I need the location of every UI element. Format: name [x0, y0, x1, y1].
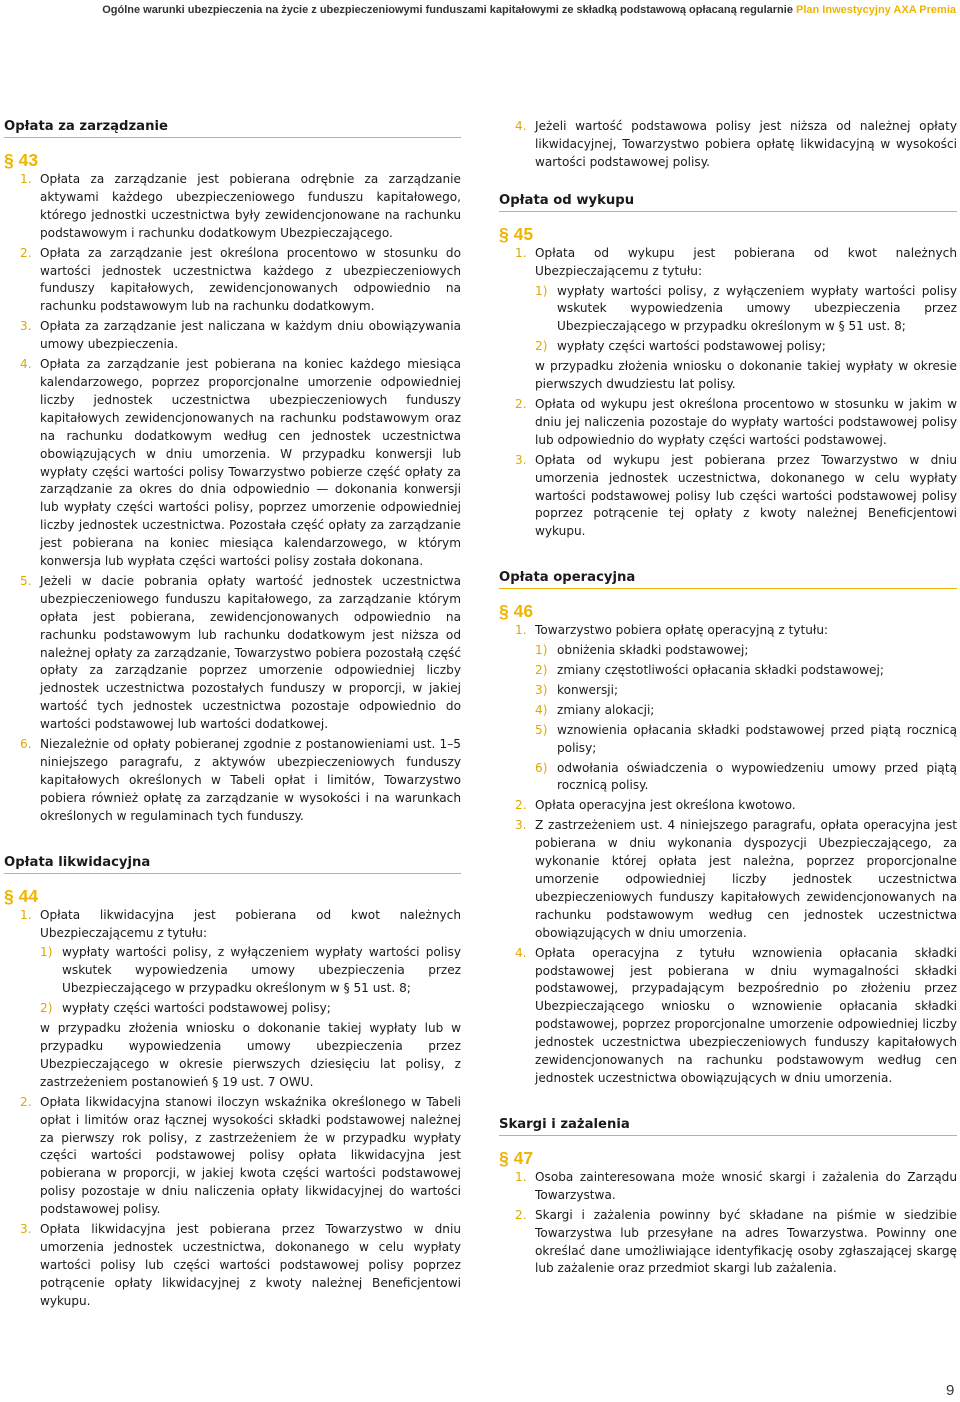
list-item: 2. Opłata likwidacyjna stanowi iloczyn wskaźnika określonego w Tabeli opłat i limitów oraz łącznej wysokości składki podstawowej należnej za pierwszy rok polisy, z zastrzeżeniem że w przypadku wypłaty części wartości podstawowej polisy opłata likwidacyjna jest pobierana w proporcji, w jakiej kwota części wartości podstawowej polisy pozostaje w dniu naliczenia opłaty likwidacyjnej do wartości podstawowej polisy. — [20, 1094, 461, 1217]
left-column — [4, 118, 461, 1311]
list-item: 4. Opłata operacyjna z tytułu wznowienia opłacania składki podstawowej jest pobierana w dniu wymagalności składki podstawowej, przypadającym bezpośrednio po złożeniu przez Ubezpieczającego wniosku o wznowienie opłacania składki podstawowej, poprzez proporcjonalne umorzenie odpowiedniej liczby jednostek uczestnictwa ubezpieczeniowych funduszy kapitałowych zewidencjonowanych na rachunku podstawowym według cen jednostek uczestnictwa obowiązujących w dniu umorzenia. — [515, 945, 957, 1085]
list-item: 3. Opłata od wykupu jest pobierana przez Towarzystwo w dniu umorzenia jednostek uczestnictwa, dokonanego w celu wypłaty wartości podstawowej polisy lub części wartości podstawowej polisy poprzez potrącenie tej opłaty z kwoty należnej Beneficjentowi wykupu. — [515, 452, 957, 539]
item-number: 5. — [20, 573, 32, 588]
item-text: Jeżeli w dacie pobrania opłaty wartość jednostek uczestnictwa ubezpieczeniowego funduszu kapitałowego, za zarządzanie którym opłata jest pobierana, zewidencjonowanych odpowiednio na rachunku podstawowym lub rachunku dodatkowym jest niższa od należnej opłaty za zarządzanie, Towarzystwo pobiera pozostałą część opłaty za zarządzanie poprzez umorzenie odpowiedniej liczby jednostek uczestnictwa pozostałych funduszy w proporcji, w jakiej wartość tych jednostek uczestnictwa pozostaje odpowiednio do wartości podstawowej lub wartości dodatkowej. — [40, 573, 461, 732]
item-text: Jeżeli wartość podstawowa polisy jest niższa od należnej opłaty likwidacyjnej, Towarzystwo pobiera opłatę likwidacyjną w wysokości wartości podstawowej polisy. — [535, 119, 957, 169]
section-47 — [499, 1116, 957, 1278]
item-text: Osoba zainteresowana może wnosić skargi i zażalenia do Zarządu Towarzystwa. — [535, 1169, 957, 1202]
list-item: 1. Osoba zainteresowana może wnosić skargi i zażalenia do Zarządu Towarzystwa. — [515, 1169, 957, 1202]
list-item — [4, 245, 461, 317]
sub-item-text: wypłaty części wartości podstawowej polisy; — [62, 1001, 331, 1016]
sub-item: 1) wypłaty wartości polisy, z wyłączeniem wypłaty wartości polisy wskutek wypowiedzenia umowy ubezpieczenia przez Ubezpieczającego w przypadku określonym w § 51 ust. 8; — [40, 945, 461, 996]
item-text: Opłata od wykupu jest pobierana od kwot należnych Ubezpieczającemu z tytułu: — [535, 245, 957, 278]
list-item: 2. Opłata od wykupu jest określona procentowo w stosunku w jakim w dniu jej naliczenia pozostaje do wypłaty wartości podstawowej polisy lub odpowiednio do wypłaty części wartości podstawowej. — [515, 396, 957, 447]
paragraph-number: § 45 — [499, 223, 534, 244]
paragraph-number: § 47 — [499, 1147, 534, 1168]
section-title: Opłata za zarządzanie — [4, 118, 461, 138]
paragraph-number: § 44 — [4, 885, 39, 906]
sub-item: 2) wypłaty części wartości podstawowej polisy; — [535, 339, 826, 354]
section-43 — [4, 118, 461, 826]
section-title: Skargi i zażalenia — [499, 1116, 957, 1136]
list-item — [4, 356, 461, 571]
item-text: Opłata operacyjna z tytułu wznowienia opłacania składki podstawowej jest pobierana w dniu wymagalności składki podstawowej, przypadającym bezpośrednio po złożeniu przez Ubezpieczającego wniosku o wznowienie opłacania składki podstawowej, poprzez proporcjonalne umorzenie odpowiedniej liczby jednostek uczestnictwa ubezpieczeniowych funduszy kapitałowych zewidencjonowanych na rachunku podstawowym według cen jednostek uczestnictwa obowiązujących w dniu umorzenia. — [535, 945, 957, 1085]
list-item — [499, 118, 957, 172]
sub-item-text: wypłaty wartości polisy, z wyłączeniem wypłaty wartości polisy wskutek wypowiedzenia umowy ubezpieczenia przez Ubezpieczającego w przypadku określonym w § 51 ust. 8; — [557, 283, 957, 334]
item-continuation: w przypadku złożenia wniosku o dokonanie takiej wypłaty lub w przypadku wypowiedzenia umowy ubezpieczenia przez Ubezpieczającego w okresie pierwszych dziesięciu lat polisy, z zastrzeżeniem postanowień § 19 ust. 7 OWU. — [40, 1021, 461, 1089]
item-text: Opłata za zarządzanie jest pobierana odrębnie za zarządzanie aktywami każdego ubezpieczeniowego funduszu kapitałowego, którego jednostki uczestnictwa były zewidencjonowane na rachunku podstawowym i rachunku dodatkowym Ubezpieczającego. — [40, 172, 461, 240]
header-title: Ogólne warunki ubezpieczenia na życie z ubezpieczeniowymi funduszami kapitałowymi ze składką podstawową opłacaną regularnie — [102, 4, 793, 16]
section-title: Opłata operacyjna — [499, 569, 957, 589]
sub-item-text: zmiany częstotliwości opłacania składki podstawowej; — [557, 663, 884, 678]
list-item — [4, 736, 461, 826]
header-product: Plan Inwestycyjny AXA Premia — [796, 4, 956, 16]
sub-item: 4) zmiany alokacji; — [535, 702, 655, 717]
sub-item-text: wznowienia opłacania składki podstawowej przed piątą rocznicą polisy; — [557, 722, 957, 755]
list-item — [4, 318, 461, 354]
paragraph-number: § 46 — [499, 601, 534, 622]
list-item: 3. Z zastrzeżeniem ust. 4 niniejszego paragrafu, opłata operacyjna jest pobierana w dniu wykonania dyspozycji Ubezpieczającego, za wykonanie której opłata jest należna, poprzez proporcjonalne umorzenie odpowiedniej liczby jednostek uczestnictwa ubezpieczeniowych funduszy kapitałowych zewidencjonowanych na rachunku podstawowym według cen jednostek uczestnictwa obowiązujących w dniu umorzenia. — [515, 818, 957, 940]
item-text: Towarzystwo pobiera opłatę operacyjną z tytułu: — [535, 623, 829, 638]
item-text: Z zastrzeżeniem ust. 4 niniejszego paragrafu, opłata operacyjna jest pobierana w dniu wykonania dyspozycji Ubezpieczającego, za wykonanie której opłata jest należna, poprzez proporcjonalne umorzenie odpowiedniej liczby jednostek uczestnictwa ubezpieczeniowych funduszy kapitałowych zewidencjonowanych na rachunku podstawowym według cen jednostek uczestnictwa obowiązujących w dniu umorzenia. — [535, 818, 957, 940]
sub-item-text: odwołania oświadczenia o wypowiedzeniu umowy przed piątą rocznicą polisy. — [557, 760, 957, 793]
section-46 — [499, 569, 957, 1088]
list-item: 1. Towarzystwo pobiera opłatę operacyjną z tytułu: — [515, 623, 829, 638]
sub-item-text: zmiany alokacji; — [557, 702, 655, 717]
sub-item: 2) zmiany częstotliwości opłacania składki podstawowej; — [535, 663, 884, 678]
list-item: 1. Opłata od wykupu jest pobierana od kwot należnych Ubezpieczającemu z tytułu: — [515, 245, 957, 278]
section-title: Opłata likwidacyjna — [4, 854, 461, 874]
item-number: 4. — [20, 357, 32, 372]
right-column — [499, 118, 957, 1278]
item-number: 1. — [20, 172, 32, 186]
sub-item: 3) konwersji; — [535, 682, 619, 697]
sub-item: 2) wypłaty części wartości podstawowej polisy; — [40, 1001, 331, 1016]
item-text: Opłata za zarządzanie jest określona procentowo w stosunku do wartości jednostek uczestnictwa każdego z ubezpieczeniowych funduszy kapitałowych, zewidencjonowanych odpowiednio na rachunku podstawowym lub na rachunku dodatkowym. — [40, 245, 461, 314]
page-header — [0, 4, 956, 16]
item-number: 3. — [20, 319, 32, 334]
item-text: Opłata likwidacyjna stanowi iloczyn wskaźnika określonego w Tabeli opłat i limitów oraz łącznej wysokości składki podstawowej należnej za pierwszy rok polisy, z zastrzeżeniem że w przypadku wypłaty części wartości podstawowej polisy opłata likwidacyjna jest pobierana w proporcji, w jakiej kwota części wartości podstawowej polisy pozostaje w dniu naliczenia opłaty likwidacyjnej do wartości podstawowej polisy. — [40, 1094, 461, 1217]
item-continuation: w przypadku złożenia wniosku o dokonanie takiej wypłaty w okresie pierwszych dwudziestu lat polisy. — [535, 359, 957, 392]
list-item: 3. Opłata likwidacyjna jest pobierana przez Towarzystwo w dniu umorzenia jednostek uczestnictwa, dokonanego w celu wypłaty wartości polisy lub części wartości podstawowej polisy poprzez potrącenie opłaty likwidacyjnej z kwoty należnej Beneficjentowi wykupu. — [20, 1222, 461, 1308]
item-text: Opłata operacyjna jest określona kwotowo. — [535, 798, 796, 813]
item-text: Opłata likwidacyjna jest pobierana od kwot należnych Ubezpieczającemu z tytułu: — [40, 907, 461, 940]
paragraph-number: § 43 — [4, 150, 39, 170]
item-text: Skargi i zażalenia powinny być składane na piśmie w siedzibie Towarzystwa lub przesyłane na adres Towarzystwa. Powinny one określać dane umożliwiające identyfikację osoby zgłaszającej skargę lub zażalenie oraz przedmiot skargi lub zażalenia. — [535, 1207, 957, 1276]
list-item: 2. Skargi i zażalenia powinny być składane na piśmie w siedzibie Towarzystwa lub przesyłane na adres Towarzystwa. Powinny one określać dane umożliwiające identyfikację osoby zgłaszającej skargę lub zażalenie oraz przedmiot skargi lub zażalenia. — [515, 1207, 957, 1276]
sub-item-text: konwersji; — [557, 682, 619, 697]
item-number: 4. — [515, 119, 527, 133]
item-text: Opłata likwidacyjna jest pobierana przez Towarzystwo w dniu umorzenia jednostek uczestnictwa, dokonanego w celu wypłaty wartości polisy lub części wartości podstawowej polisy poprzez potrącenie opłaty likwidacyjnej z kwoty należnej Beneficjentowi wykupu. — [40, 1222, 461, 1308]
section-45 — [499, 192, 957, 542]
sub-item-text: wypłaty wartości polisy, z wyłączeniem wypłaty wartości polisy wskutek wypowiedzenia umowy ubezpieczenia przez Ubezpieczającego w przypadku określonym w § 51 ust. 8; — [62, 945, 461, 996]
item-number: 6. — [20, 737, 32, 752]
list-item — [4, 573, 461, 734]
page-number: 9 — [946, 1382, 955, 1399]
section-title: Opłata od wykupu — [499, 192, 957, 212]
list-item — [4, 171, 461, 243]
sub-item-text: obniżenia składki podstawowej; — [557, 643, 749, 658]
item-text: Niezależnie od opłaty pobieranej zgodnie z postanowieniami ust. 1–5 niniejszego paragrafu, z aktywów ubezpieczeniowych funduszy kapitałowych określonych w Tabeli opłat i limitów, Towarzystwo pobiera również opłatę za zarządzanie w wysokości i na warunkach określonych w regulaminach tych funduszy. — [40, 737, 461, 823]
item-text: Opłata od wykupu jest określona procentowo w stosunku w jakim w dniu jej naliczenia pozostaje do wypłaty wartości podstawowej polisy lub odpowiednio do wypłaty części wartości podstawowej. — [535, 396, 957, 447]
list-item: 1. Opłata likwidacyjna jest pobierana od kwot należnych Ubezpieczającemu z tytułu: — [20, 907, 461, 940]
sub-item: 5) wznowienia opłacania składki podstawowej przed piątą rocznicą polisy; — [535, 722, 957, 755]
item-text: Opłata za zarządzanie jest naliczana w każdym dniu obowiązywania umowy ubezpieczenia. — [40, 319, 461, 352]
item-number: 2. — [20, 245, 32, 260]
sub-item: 1) wypłaty wartości polisy, z wyłączeniem wypłaty wartości polisy wskutek wypowiedzenia umowy ubezpieczenia przez Ubezpieczającego w przypadku określonym w § 51 ust. 8; — [535, 283, 957, 334]
sub-item: 1) obniżenia składki podstawowej; — [535, 643, 749, 658]
section-44 — [4, 854, 461, 1311]
list-item: 2. Opłata operacyjna jest określona kwotowo. — [515, 798, 796, 813]
item-text: Opłata za zarządzanie jest pobierana na koniec każdego miesiąca kalendarzowego, poprzez proporcjonalne umorzenie odpowiedniej liczby jednostek uczestnictwa ubezpieczeniowych funduszy kapitałowych zewidencjonowanych na rachunku podstawowym oraz na rachunku dodatkowym według cen jednostek uczestnictwa obowiązujących w dniu umorzenia. W przypadku konwersji lub wypłaty części wartości polisy Towarzystwo pobierze część opłaty za zarządzanie za okres do dnia odpowiednio — dokonania konwersji lub wypłaty części wartości polisy, poprzez umorzenie odpowiedniej liczby jednostek uczestnictwa. Pozostała część opłaty za zarządzanie jest pobierana na koniec miesiąca kalendarzowego, w którym konwersja lub wypłata części wartości polisy została dokonana. — [40, 357, 461, 569]
item-text: Opłata od wykupu jest pobierana przez Towarzystwo w dniu umorzenia jednostek uczestnictwa, dokonanego w celu wypłaty wartości podstawowej polisy lub części wartości podstawowej polisy poprzez potrącenie tej opłaty z kwoty należnej Beneficjentowi wykupu. — [535, 452, 957, 539]
sub-item: 6) odwołania oświadczenia o wypowiedzeniu umowy przed piątą rocznicą polisy. — [535, 760, 957, 793]
sub-item-text: wypłaty części wartości podstawowej polisy; — [557, 339, 826, 354]
